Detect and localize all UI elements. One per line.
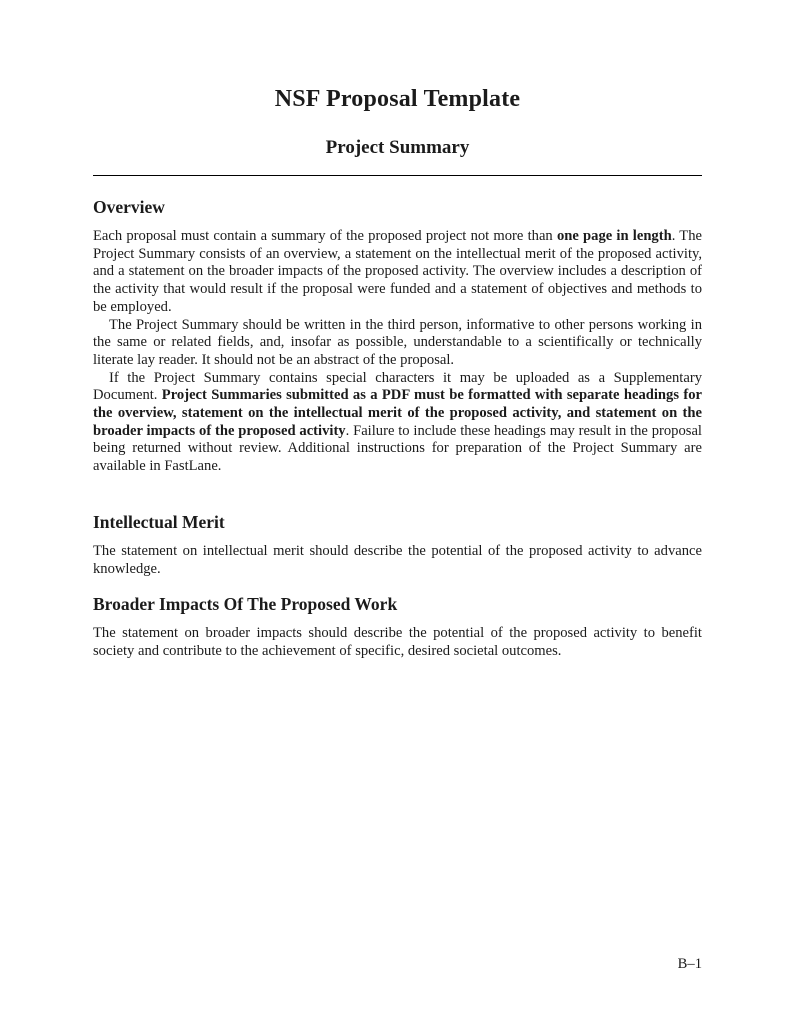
text-block [93,0,702,661]
section-heading-intellectual-merit: Intellectual Merit [93,511,225,532]
overview-paragraph-3 [93,370,702,476]
footer-page-number: B–1 [677,956,702,972]
page-subtitle: Project Summary [325,137,470,158]
text-run-bold: one page in length [556,228,672,244]
text-run: Each proposal must contain a summary of the proposed project not more than [93,228,557,244]
section-broader-impacts [93,595,702,660]
text-run: . The Project Summary consists of an overview, a statement on the intellectual merit of the proposed activity, and a statement on the broader impacts of the proposed activity. The overview includes a description of the activity that would result if the proposal were funded and a statement of objectives and methods to be employed. [93,228,702,315]
section-heading-broader-impacts: Broader Impacts Of The Proposed Work [93,594,398,615]
text-run-bold: Project Summaries submitted as a PDF must be formatted with separate headings for the overview, statement on the intellectual merit of the proposed activity, and statement on the broader impacts of the proposed activity [93,387,703,439]
overview-paragraph-1 [93,228,702,317]
text-run: . Failure to include these headings may result in the proposal being returned without review. Additional instructions for preparation of the Project Summary are available in FastLane. [93,422,702,475]
section-heading-overview: Overview [93,197,165,217]
text-run: If the Project Summary contains special characters it may be uploaded as a Supplementary Document. [93,369,702,404]
overview-paragraph-2: The Project Summary should be written in the third person, informative to other persons working in the same or related fields, and, insofar as possible, understandable to a scientifically or technically literate lay reader. It should not be an abstract of the proposal. [93,316,702,368]
header-divider-rule [93,175,702,176]
section-intellectual-merit [93,513,702,578]
intellectual-merit-paragraph: The statement on intellectual merit should describe the potential of the proposed activity to advance knowledge. [93,542,702,577]
broader-impacts-paragraph: The statement on broader impacts should describe the potential of the proposed activity to benefit society and contribute to the achievement of specific, desired societal outcomes. [93,625,702,659]
page-title: NSF Proposal Template [274,86,521,112]
document-header [93,86,702,176]
section-overview [93,198,702,476]
